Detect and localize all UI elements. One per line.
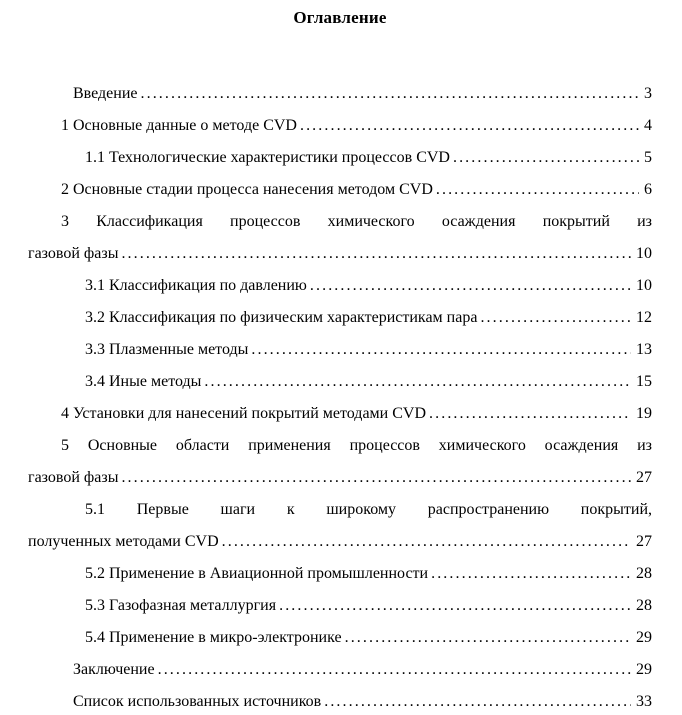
toc-entry[interactable] (28, 174, 652, 206)
toc-entry-row (28, 622, 652, 654)
toc-title: Оглавление (293, 8, 387, 27)
page-number: 19 (636, 405, 652, 422)
toc-entry[interactable] (28, 142, 652, 174)
dot-leader (204, 366, 631, 398)
toc-entry-row (28, 686, 652, 715)
page-number: 3 (644, 85, 652, 102)
toc-entry-row (28, 78, 652, 110)
toc-entry-text: 2 Основные стадии процесса нанесения методом CVD (61, 181, 433, 198)
page-number: 5 (644, 149, 652, 166)
toc-entry[interactable] (28, 590, 652, 622)
toc-entry-row (28, 398, 652, 430)
toc-entry-row (28, 142, 652, 174)
toc-entry-text: Введение (73, 85, 138, 102)
toc-entry-text: газовой фазы (28, 469, 119, 486)
toc-entry-first-line: 5 Основные области применения процессов химического осаждения из (61, 437, 652, 454)
toc-entry[interactable] (28, 654, 652, 686)
toc-entry-text: 1 Основные данные о методе CVD (61, 117, 297, 134)
toc-entry-text: Список использованных источников (73, 693, 322, 710)
toc-entry-row (28, 558, 652, 590)
dot-leader (480, 302, 631, 334)
toc-entry-row (28, 238, 652, 270)
toc-entry[interactable] (28, 110, 652, 142)
toc-entry-text: 5.2 Применение в Авиационной промышленности (85, 565, 429, 582)
page-number: 27 (636, 533, 652, 550)
toc-entry-text: газовой фазы (28, 245, 119, 262)
page-number: 10 (636, 245, 652, 262)
toc-entry-text: 3.1 Классификация по давлению (85, 277, 307, 294)
toc-entry[interactable] (28, 494, 652, 558)
dot-leader (453, 142, 639, 174)
toc-entry[interactable] (28, 430, 652, 494)
dot-leader (279, 590, 631, 622)
page-number: 13 (636, 341, 652, 358)
toc-entry-text: полученных методами CVD (28, 533, 219, 550)
toc-entry[interactable] (28, 558, 652, 590)
toc-entry-row (28, 366, 652, 398)
toc-entry[interactable] (28, 366, 652, 398)
toc-entry-row (28, 302, 652, 334)
toc-entry-text: 5.3 Газофазная металлургия (85, 597, 277, 614)
toc-entry[interactable] (28, 302, 652, 334)
toc-entry-text: 1.1 Технологические характеристики процессов CVD (85, 149, 450, 166)
dot-leader (429, 398, 631, 430)
toc-entry-text: 3.2 Классификация по физическим характеристикам пара (85, 309, 478, 326)
dot-leader (121, 238, 631, 270)
toc-entry-text: 4 Установки для нанесений покрытий методами CVD (61, 405, 427, 422)
toc-entry-first-line: 3 Классификация процессов химического осаждения покрытий из (61, 213, 652, 230)
page-number: 28 (636, 597, 652, 614)
page-number: 4 (644, 117, 652, 134)
toc-entry-row (28, 526, 652, 558)
toc-entry-row (28, 110, 652, 142)
toc-entry-first-line: 5.1 Первые шаги к широкому распространению покрытий, (85, 501, 652, 518)
page-number: 29 (636, 661, 652, 678)
toc-entry-text: 3.4 Иные методы (85, 373, 202, 390)
toc-entry[interactable] (28, 334, 652, 366)
toc-entry-row (28, 270, 652, 302)
toc-entry-row (28, 462, 652, 494)
dot-leader (158, 654, 631, 686)
toc-entry-row (28, 590, 652, 622)
toc-list (28, 78, 652, 715)
dot-leader (431, 558, 631, 590)
toc-entry-text: 5.4 Применение в микро-электронике (85, 629, 342, 646)
page-number: 33 (636, 693, 652, 710)
toc-entry-text: Заключение (73, 661, 155, 678)
page-number: 6 (644, 181, 652, 198)
toc-entry[interactable] (28, 270, 652, 302)
toc-entry-row (28, 654, 652, 686)
page-number: 28 (636, 565, 652, 582)
dot-leader (121, 462, 631, 494)
toc-entry-row (28, 174, 652, 206)
toc-entry[interactable] (28, 78, 652, 110)
page-number: 10 (636, 277, 652, 294)
page-number: 27 (636, 469, 652, 486)
toc-entry[interactable] (28, 686, 652, 715)
toc-entry[interactable] (28, 622, 652, 654)
toc-entry[interactable] (28, 398, 652, 430)
dot-leader (141, 78, 640, 110)
dot-leader (222, 526, 631, 558)
dot-leader (345, 622, 631, 654)
toc-entry[interactable] (28, 206, 652, 270)
dot-leader (324, 686, 631, 715)
toc-entry-row (28, 334, 652, 366)
page-number: 29 (636, 629, 652, 646)
dot-leader (251, 334, 631, 366)
page-number: 15 (636, 373, 652, 390)
dot-leader (310, 270, 631, 302)
dot-leader (300, 110, 639, 142)
dot-leader (436, 174, 639, 206)
toc-entry-text: 3.3 Плазменные методы (85, 341, 249, 358)
page-number: 12 (636, 309, 652, 326)
